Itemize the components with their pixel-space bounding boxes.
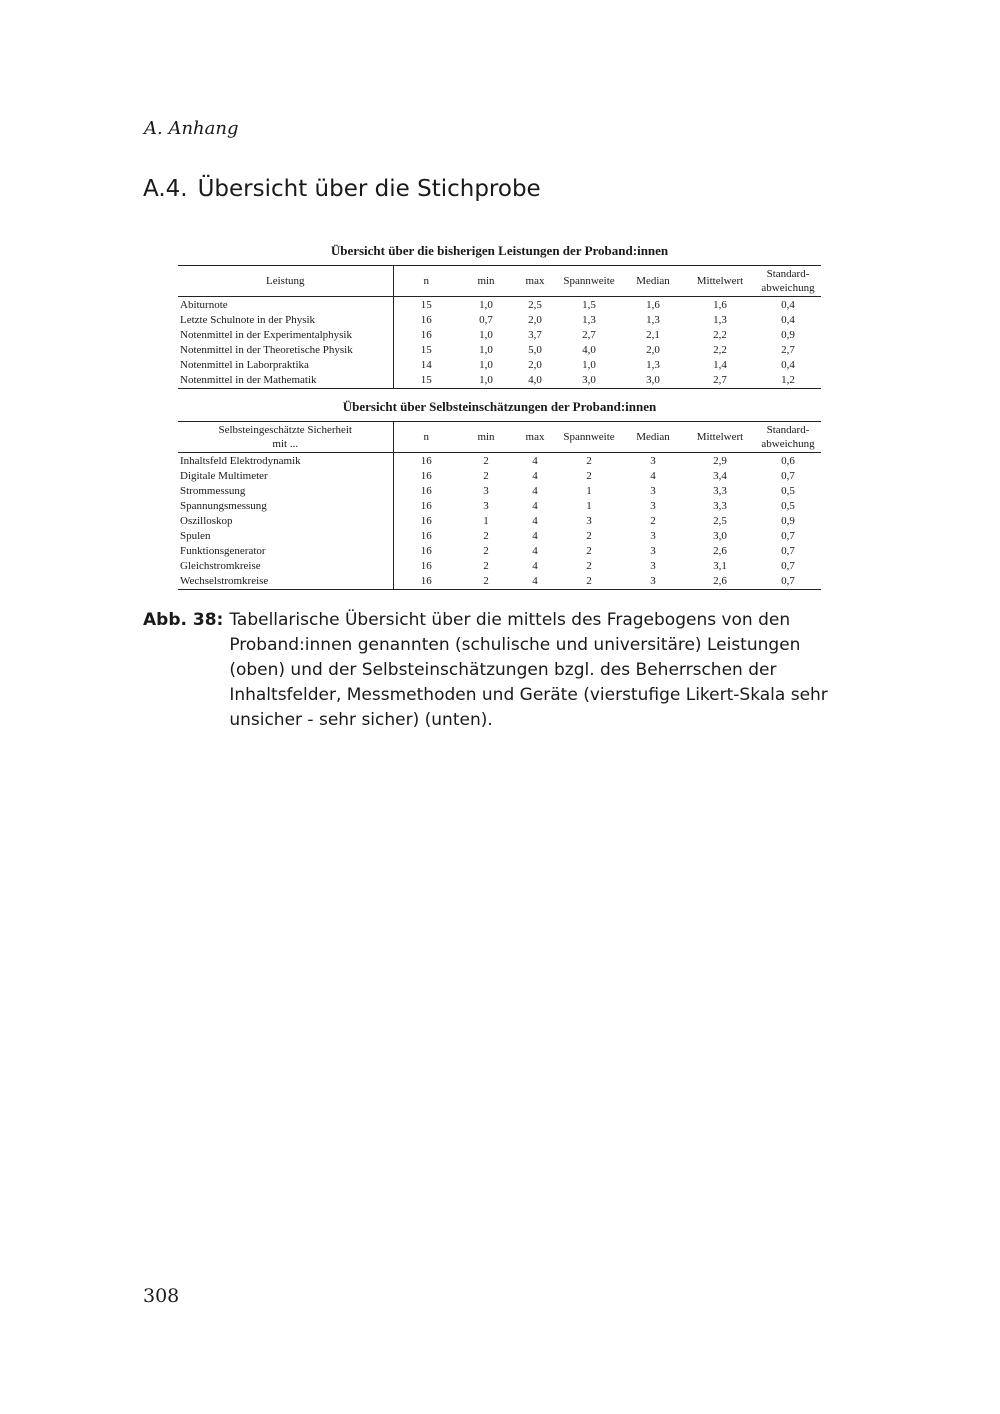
table-cell: 1,3	[646, 314, 660, 326]
table-cell: 2	[586, 470, 592, 482]
table-row	[178, 328, 821, 343]
table-cell: 3,3	[713, 485, 727, 497]
table-cell: 4	[532, 455, 538, 467]
row-label: Wechselstromkreise	[178, 574, 393, 590]
table-cell: 4,0	[528, 374, 542, 386]
table-cell: 16	[420, 485, 432, 497]
table-cell: 5,0	[528, 344, 542, 356]
table-cell: 1,4	[713, 359, 727, 371]
table-cell: 4,0	[582, 344, 596, 356]
table-cell: 14	[420, 359, 432, 371]
table-cell: 3	[650, 530, 656, 542]
row-label: Notenmittel in der Experimentalphysik	[178, 328, 393, 343]
table-cell: 4	[532, 470, 538, 482]
table-cell: 2	[586, 530, 592, 542]
table-row	[178, 484, 821, 499]
row-label: Spannungsmessung	[178, 499, 393, 514]
column-header: Mittelwert	[685, 266, 755, 297]
table-cell: 4	[650, 470, 656, 482]
row-label: Funktionsgenerator	[178, 544, 393, 559]
table-cell: 3	[650, 500, 656, 512]
performance-table-figure	[178, 243, 821, 389]
table-row	[178, 358, 821, 373]
column-header: n	[393, 266, 459, 297]
table-row	[178, 499, 821, 514]
table-cell: 2	[483, 470, 489, 482]
table-cell: 16	[420, 515, 432, 527]
table-cell: 0,7	[781, 530, 795, 542]
caption-label: Abb. 38:	[143, 610, 224, 630]
table-row	[178, 514, 821, 529]
table-cell: 1,3	[582, 314, 596, 326]
table-cell: 4	[532, 485, 538, 497]
column-header: Leistung	[178, 266, 393, 297]
table-cell: 2,7	[713, 374, 727, 386]
table-cell: 3	[483, 500, 489, 512]
table-cell: 1,0	[479, 329, 493, 341]
table-cell: 2,5	[528, 299, 542, 311]
table-cell: 1,0	[479, 374, 493, 386]
table-cell: 3	[650, 485, 656, 497]
column-header: Selbsteingeschätzte Sicherheit mit ...	[178, 422, 393, 453]
row-label: Abiturnote	[178, 297, 393, 314]
table-cell: 2,7	[781, 344, 795, 356]
column-header: n	[393, 422, 459, 453]
table-cell: 3,0	[646, 374, 660, 386]
table-cell: 1,0	[479, 359, 493, 371]
table-cell: 1,0	[479, 344, 493, 356]
page-number: 308	[143, 1285, 180, 1307]
table-cell: 2	[483, 560, 489, 572]
column-header: max	[513, 266, 557, 297]
row-label: Letzte Schulnote in der Physik	[178, 313, 393, 328]
table-cell: 2	[586, 455, 592, 467]
row-label: Gleichstromkreise	[178, 559, 393, 574]
table-row	[178, 529, 821, 544]
table-cell: 3,0	[582, 374, 596, 386]
table-cell: 4	[532, 575, 538, 587]
table-cell: 1,6	[713, 299, 727, 311]
table-cell: 2,9	[713, 455, 727, 467]
table-row	[178, 559, 821, 574]
table-cell: 3,3	[713, 500, 727, 512]
table-cell: 16	[420, 455, 432, 467]
performance-table-title: Übersicht über die bisherigen Leistungen der Proband:innen	[330, 243, 669, 258]
table-cell: 0,4	[781, 359, 795, 371]
table-cell: 1,3	[646, 359, 660, 371]
column-header: Median	[621, 422, 685, 453]
column-header: Median	[621, 266, 685, 297]
table-cell: 0,6	[781, 455, 795, 467]
table-cell: 4	[532, 530, 538, 542]
table-cell: 3	[650, 455, 656, 467]
table-cell: 2,5	[713, 515, 727, 527]
table-cell: 16	[420, 500, 432, 512]
table-cell: 2,6	[713, 545, 727, 557]
self-assessment-table-figure	[178, 399, 821, 590]
table-cell: 2,0	[528, 314, 542, 326]
table-cell: 2,0	[646, 344, 660, 356]
row-label: Notenmittel in der Theoretische Physik	[178, 343, 393, 358]
table-cell: 0,9	[781, 329, 795, 341]
table-cell: 2	[586, 560, 592, 572]
table-cell: 2,2	[713, 344, 727, 356]
row-label: Spulen	[178, 529, 393, 544]
section-title	[143, 176, 541, 202]
table-cell: 1,6	[646, 299, 660, 311]
table-cell: 16	[420, 314, 432, 326]
figure-caption	[143, 608, 859, 733]
section-title-text: Übersicht über die Stichprobe	[197, 176, 541, 202]
table-cell: 16	[420, 470, 432, 482]
table-cell: 3	[650, 575, 656, 587]
table-cell: 0,9	[781, 515, 795, 527]
table-cell: 4	[532, 560, 538, 572]
table-cell: 4	[532, 500, 538, 512]
table-row	[178, 469, 821, 484]
column-header: max	[513, 422, 557, 453]
table-cell: 16	[420, 530, 432, 542]
table-cell: 3	[650, 545, 656, 557]
table-cell: 2,0	[528, 359, 542, 371]
caption-text: Tabellarische Übersicht über die mittels des Fragebogens von den Proband:innen genannten (schulische und universitäre) Leistungen (oben) und der Selbsteinschätzungen bzgl. des Beherrschen der Inhaltsfelder, Messmethoden und Geräte (vierstufige Likert-Skala sehr unsicher - sehr sicher) (unten).	[229, 610, 828, 730]
table-cell: 3,7	[528, 329, 542, 341]
table-cell: 2	[483, 530, 489, 542]
table-cell: 2,1	[646, 329, 660, 341]
table-row	[178, 373, 821, 389]
table-cell: 2	[483, 575, 489, 587]
table-header-row	[178, 422, 821, 453]
section-number: A.4.	[143, 176, 188, 202]
table-cell: 2,7	[582, 329, 596, 341]
table-cell: 2	[586, 545, 592, 557]
table-cell: 15	[420, 344, 432, 356]
table-cell: 16	[420, 329, 432, 341]
table-cell: 0,7	[781, 545, 795, 557]
table-cell: 1,0	[479, 299, 493, 311]
table-cell: 2	[483, 545, 489, 557]
table-cell: 0,7	[781, 470, 795, 482]
table-cell: 3	[650, 560, 656, 572]
table-cell: 1	[483, 515, 489, 527]
table-cell: 15	[420, 374, 432, 386]
table-row	[178, 574, 821, 590]
table-cell: 2	[650, 515, 656, 527]
table-cell: 16	[420, 575, 432, 587]
table-cell: 1,0	[582, 359, 596, 371]
table-cell: 2,6	[713, 575, 727, 587]
table-row	[178, 297, 821, 314]
table-cell: 2	[586, 575, 592, 587]
table-cell: 4	[532, 545, 538, 557]
table-cell: 0,7	[781, 560, 795, 572]
table-cell: 1	[586, 500, 592, 512]
table-cell: 3	[586, 515, 592, 527]
table-cell: 0,5	[781, 500, 795, 512]
row-label: Digitale Multimeter	[178, 469, 393, 484]
table-cell: 16	[420, 545, 432, 557]
table-cell: 1,2	[781, 374, 795, 386]
column-header: Standard- abweichung	[755, 266, 821, 297]
table-cell: 15	[420, 299, 432, 311]
table-row	[178, 544, 821, 559]
table-cell: 0,4	[781, 299, 795, 311]
table-cell: 4	[532, 515, 538, 527]
table-cell: 2,2	[713, 329, 727, 341]
table-header-row	[178, 266, 821, 297]
row-label: Inhaltsfeld Elektrodynamik	[178, 453, 393, 470]
running-head: A. Anhang	[144, 118, 239, 139]
column-header: min	[459, 422, 513, 453]
table-cell: 2	[483, 455, 489, 467]
table-row	[178, 313, 821, 328]
self-assessment-table	[178, 421, 821, 590]
row-label: Notenmittel in Laborpraktika	[178, 358, 393, 373]
column-header: Spannweite	[557, 266, 621, 297]
table-cell: 1,5	[582, 299, 596, 311]
table-cell: 3,4	[713, 470, 727, 482]
row-label: Oszilloskop	[178, 514, 393, 529]
table-row	[178, 343, 821, 358]
column-header: Standard- abweichung	[755, 422, 821, 453]
column-header: Spannweite	[557, 422, 621, 453]
column-header: min	[459, 266, 513, 297]
table-row	[178, 453, 821, 470]
table-cell: 0,5	[781, 485, 795, 497]
performance-table	[178, 265, 821, 389]
table-cell: 1	[586, 485, 592, 497]
table-cell: 3	[483, 485, 489, 497]
column-header: Mittelwert	[685, 422, 755, 453]
table-cell: 16	[420, 560, 432, 572]
row-label: Strommessung	[178, 484, 393, 499]
self-assessment-table-title: Übersicht über Selbsteinschätzungen der Proband:innen	[342, 399, 657, 414]
row-label: Notenmittel in der Mathematik	[178, 373, 393, 389]
table-cell: 3,0	[713, 530, 727, 542]
table-cell: 0,7	[479, 314, 493, 326]
table-cell: 0,7	[781, 575, 795, 587]
table-cell: 3,1	[713, 560, 727, 572]
table-cell: 1,3	[713, 314, 727, 326]
table-cell: 0,4	[781, 314, 795, 326]
